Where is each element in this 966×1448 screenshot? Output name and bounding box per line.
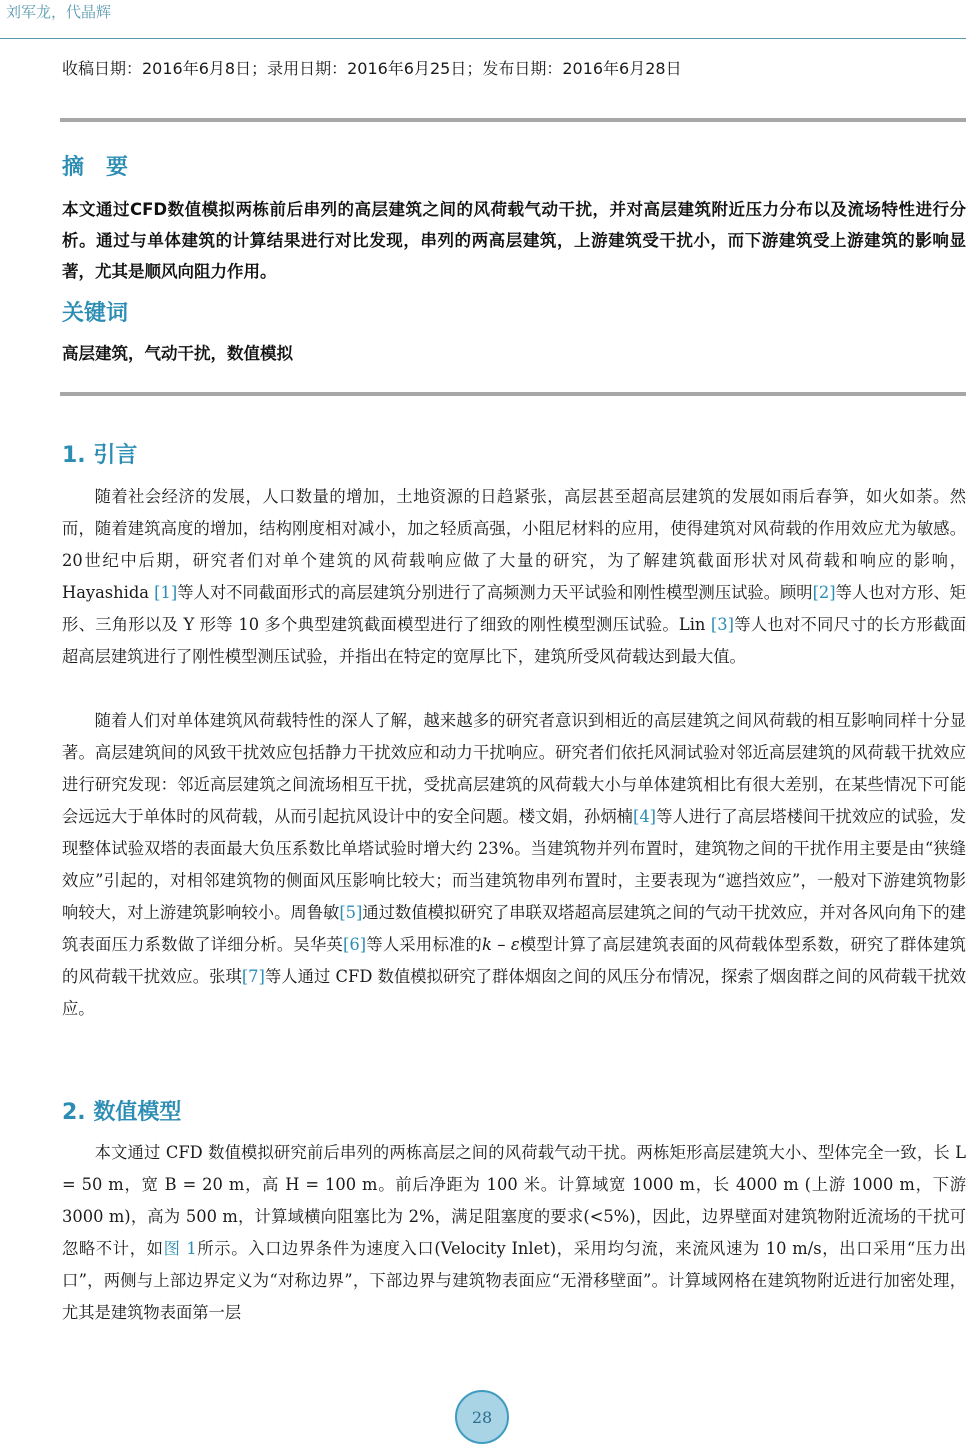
running-head-authors: 刘军龙，代晶辉 (6, 3, 112, 21)
text-run: 随着人们对单体建筑风荷载特性的深人了解，越来越多的研究者意识到相近的高层建筑之间风荷载的相互影响同样十分显著。高层建筑间的风致干扰效应包括静力干扰效应和动力干扰响应。研究者们依托风洞试验对邻近高层建筑的风荷载干扰效应进行研究发现：邻近高层建筑之间流场相互干扰，受扰高层建筑的风荷载大小与单体建筑相比有很大差别，在某些情况下可能会远远大于单体时的风荷载，从而引起抗风设计中的安全问题。楼文娟，孙炳楠 (62, 711, 966, 826)
citation-link[interactable]: [7] (241, 967, 265, 986)
text-run: 通过数值模拟研究了串联双塔超高层建筑之间的气动干扰效应，并对各风向角下的建筑表面压力系数做了详细分析。吴华英 (62, 903, 966, 954)
text-run: 等人进行了高层塔楼间干扰效应的试验，发现整体试验双塔的表面最大负压系数比单塔试验时增大约 23%。当建筑物并列布置时，建筑物之间的干扰作用主要是由“狭缝效应”引起的，对相邻建筑物的侧面风压影响比较大；而当建筑物串列布置时，主要表现为“遮挡效应”，一般对下游建筑物影响较大，对上游建筑影响较小。周鲁敏 (62, 807, 966, 922)
section-2-heading: 2. 数值模型 (62, 1100, 182, 1125)
text-run: 等人也对不同尺寸的长方形截面超高层建筑进行了刚性模型测压试验，并指出在特定的宽厚比下，建筑所受风荷载达到最大值。 (62, 615, 966, 666)
abstract-text: 本文通过CFD数值模拟两栋前后串列的高层建筑之间的风荷载气动干扰，并对高层建筑附近压力分布以及流场特性进行分析。通过与单体建筑的计算结果进行对比发现，串列的两高层建筑，上游建筑受干扰小，而下游建筑受上游建筑的影响显著，尤其是顺风向阻力作用。 (62, 200, 966, 281)
citation-link[interactable]: [5] (339, 903, 363, 922)
citation-link[interactable]: [4] (632, 807, 657, 826)
citation-link[interactable]: [1] (154, 583, 178, 602)
text-run: 所示。入口边界条件为速度入口(Velocity Inlet)，采用均匀流，来流风速为 10 m/s，出口采用“压力出口”，两侧与上部边界定义为“对称边界”，下部边界与建筑物表面应“无滑移壁面”。计算域网格在建筑物附近进行加密处理，尤其是建筑物表面第一层 (62, 1239, 966, 1322)
publication-dates: 收稿日期：2016年6月8日；录用日期：2016年6月25日；发布日期：2016年6月28日 (62, 59, 682, 78)
section-1-paragraph-2 (62, 705, 966, 1025)
section-1-paragraph-1 (62, 481, 966, 673)
text-run: 模型计算了高层建筑表面的风荷载体型系数，研究了群体建筑的风荷载干扰效应。张琪 (62, 935, 966, 986)
text-run: 随着社会经济的发展，人口数量的增加，土地资源的日趋紧张，高层甚至超高层建筑的发展如雨后春笋，如火如荼。然而，随着建筑高度的增加，结构刚度相对减小，加之轻质高强，小阻尼材料的应用，使得建筑对风荷载的作用效应尤为敏感。20世纪中后期，研究者们对单个建筑的风荷载响应做了大量的研究，为了解建筑截面形状对风荷载和响应的影响，Hayashida (62, 487, 966, 602)
keywords-heading: 关键词 (62, 301, 129, 326)
figure-link[interactable]: 图 1 (163, 1239, 197, 1258)
text-run: 等人通过 CFD 数值模拟研究了群体烟囱之间的风压分布情况，探索了烟囱群之间的风荷载干扰效应。 (62, 967, 966, 1018)
abstract-bottom-rule (60, 392, 966, 396)
text-run: 等人采用标准的 (366, 935, 483, 954)
abstract-heading: 摘 要 (62, 155, 129, 180)
citation-link[interactable]: [3] (710, 615, 734, 634)
text-run: 本文通过 CFD 数值模拟研究前后串列的两栋高层之间的风荷载气动干扰。两栋矩形高层建筑大小、型体完全一致，长 L = 50 m，宽 B = 20 m，高 H = 100 m。前后净距为 100 米。计算域宽 1000 m，长 4000 m (上游 1000 m，下游 3000 m)，高为 500 m，计算域横向阻塞比为 2%，满足阻塞度的要求(<5%)，因此，边界壁面对建筑物附近流场的干扰可忽略不计，如 (62, 1143, 966, 1258)
citation-link[interactable]: [2] (812, 583, 836, 602)
page-number: 28 (471, 1407, 493, 1427)
text-run: 等人也对方形、矩形、三角形以及 Y 形等 10 多个典型建筑截面模型进行了细致的刚性模型测压试验。Lin (62, 583, 966, 634)
text-run: 等人对不同截面形式的高层建筑分别进行了高频测力天平试验和刚性模型测压试验。顾明 (177, 583, 813, 602)
header-rule (0, 38, 966, 39)
citation-link[interactable]: [6] (343, 935, 367, 954)
math-k-epsilon: k – ε (482, 935, 520, 954)
abstract-top-rule (60, 118, 966, 122)
keywords-text: 高层建筑，气动干扰，数值模拟 (62, 344, 293, 363)
page-number-badge (455, 1390, 509, 1444)
section-1-heading: 1. 引言 (62, 443, 138, 468)
section-2-paragraph-1 (62, 1137, 966, 1329)
